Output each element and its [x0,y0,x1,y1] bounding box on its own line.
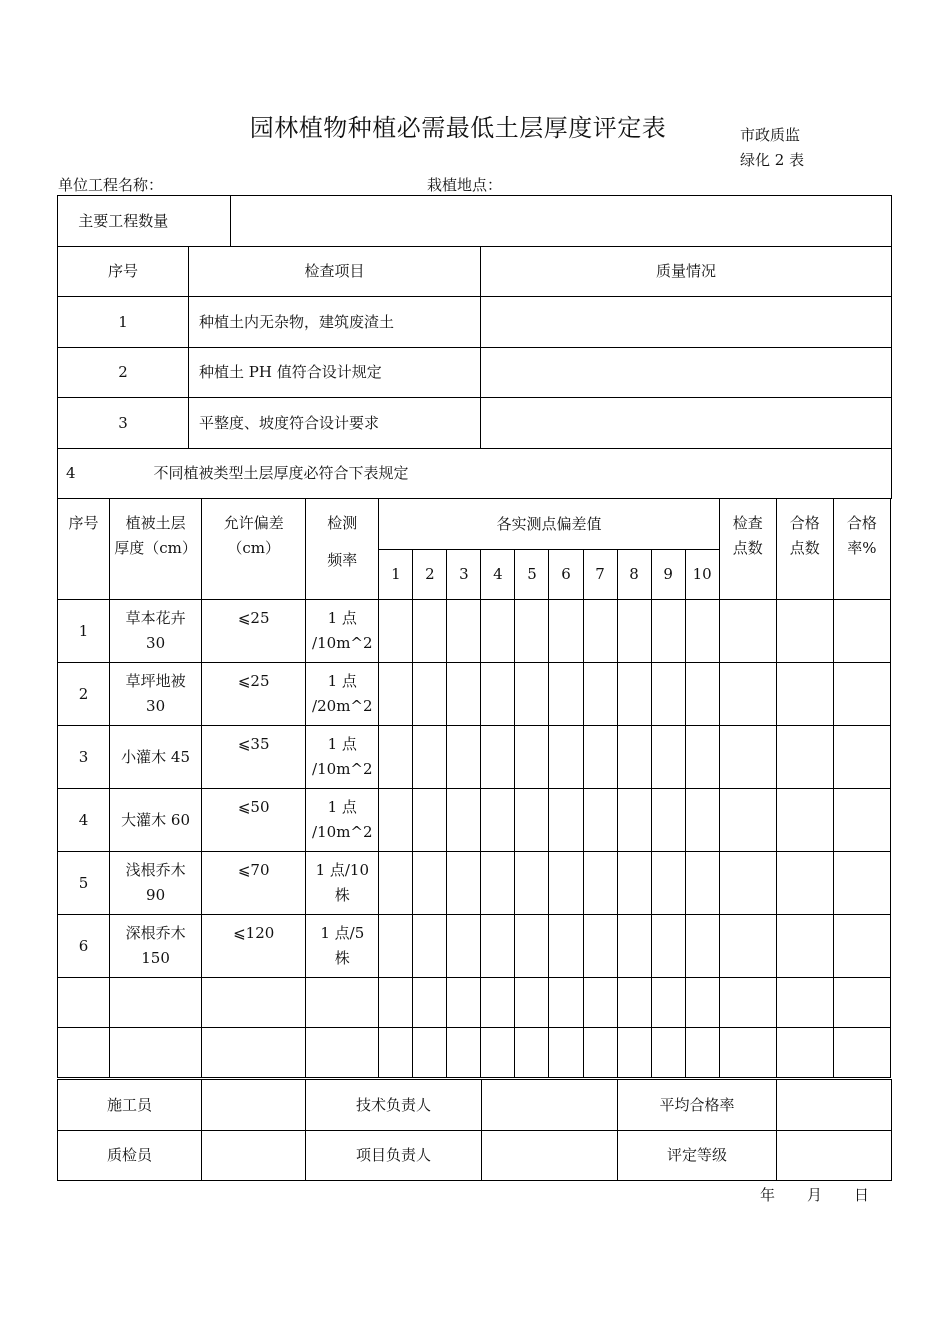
header-type: 植被土层 厚度（cm） [110,499,202,600]
year-label: 年 [760,1186,776,1204]
row-frequency: 1 点 /20m^2 [306,663,379,726]
builder-sign[interactable] [202,1080,306,1131]
row-tolerance: ⩽25 [202,663,306,726]
blank-cell[interactable] [549,978,583,1028]
point-header: 6 [549,550,583,600]
point-header: 1 [379,550,413,600]
measure-cell[interactable] [447,915,481,978]
measure-cell[interactable] [413,915,447,978]
measure-cell[interactable] [617,789,651,852]
blank-cell[interactable] [583,1028,617,1078]
header-check-count: 检查 点数 [719,499,776,600]
measure-cell[interactable] [413,852,447,915]
signature-table [57,1079,892,1181]
measure-cell[interactable] [583,726,617,789]
measure-cell[interactable] [413,726,447,789]
table-row [58,978,891,1028]
main-quantity-label: 主要工程数量 [58,196,189,247]
measure-cell[interactable] [481,915,515,978]
header-pass-rate: 合格 率% [833,499,890,600]
table-row [58,789,891,852]
blank-cell[interactable] [776,1028,833,1078]
blank-cell[interactable] [833,1028,890,1078]
blank-cell[interactable] [110,1028,202,1078]
blank-cell[interactable] [379,1028,413,1078]
row-type: 浅根乔木 90 [110,852,202,915]
measure-cell[interactable] [379,852,413,915]
table-row [58,348,892,398]
point-header: 10 [685,550,719,600]
measure-cell[interactable] [617,600,651,663]
measure-cell[interactable] [776,663,833,726]
measure-cell[interactable] [481,726,515,789]
blank-cell[interactable] [413,978,447,1028]
measure-cell[interactable] [515,852,549,915]
measure-cell[interactable] [447,600,481,663]
measure-cell[interactable] [583,789,617,852]
measure-cell[interactable] [447,852,481,915]
check-item-text: 种植土 PH 值符合设计规定 [189,348,481,398]
row-type: 深根乔木 150 [110,915,202,978]
header-tolerance: 允许偏差 （cm） [202,499,306,600]
measure-cell[interactable] [549,663,583,726]
measure-cell[interactable] [617,915,651,978]
table-row [58,398,892,449]
row-no: 5 [58,852,110,915]
measure-cell[interactable] [719,663,776,726]
blank-cell[interactable] [58,978,110,1028]
header-frequency: 检测 频率 [306,499,379,600]
blank-cell[interactable] [685,1028,719,1078]
measure-cell[interactable] [651,789,685,852]
measure-cell[interactable] [833,789,890,852]
row-no: 4 [58,789,110,852]
header-pass-count: 合格 点数 [776,499,833,600]
measure-cell[interactable] [583,600,617,663]
measure-cell[interactable] [833,663,890,726]
row-type: 草坪地被 30 [110,663,202,726]
blank-cell[interactable] [833,978,890,1028]
measure-cell[interactable] [719,600,776,663]
measure-cell[interactable] [617,726,651,789]
blank-cell[interactable] [719,978,776,1028]
measure-cell[interactable] [685,726,719,789]
measure-cell[interactable] [651,663,685,726]
project-lead-label: 项目负责人 [306,1131,482,1181]
measure-cell[interactable] [379,600,413,663]
point-header: 9 [651,550,685,600]
blank-cell[interactable] [202,978,306,1028]
grade-value[interactable] [777,1131,892,1181]
inspector-label: 质检员 [58,1131,202,1181]
measure-cell[interactable] [515,915,549,978]
measure-cell[interactable] [719,915,776,978]
measure-cell[interactable] [481,852,515,915]
measure-cell[interactable] [651,915,685,978]
measure-cell[interactable] [515,600,549,663]
measure-cell[interactable] [776,789,833,852]
measure-cell[interactable] [447,789,481,852]
measure-cell[interactable] [651,726,685,789]
measure-cell[interactable] [379,915,413,978]
measure-cell[interactable] [833,600,890,663]
measure-cell[interactable] [549,915,583,978]
planting-site-label: 栽植地点： [427,176,503,194]
measure-cell[interactable] [515,726,549,789]
row-type: 大灌木 60 [110,789,202,852]
header-no: 序号 [58,499,110,600]
measure-cell[interactable] [549,600,583,663]
blank-cell[interactable] [685,978,719,1028]
table-row [58,852,891,915]
blank-cell[interactable] [515,978,549,1028]
point-header: 8 [617,550,651,600]
measure-cell[interactable] [685,852,719,915]
blank-cell[interactable] [58,1028,110,1078]
quality-cell[interactable] [481,297,892,348]
measure-cell[interactable] [719,852,776,915]
blank-cell[interactable] [447,978,481,1028]
tech-lead-label: 技术负责人 [306,1080,482,1131]
blank-cell[interactable] [617,978,651,1028]
row-frequency: 1 点/5 株 [306,915,379,978]
point-header: 4 [481,550,515,600]
measure-cell[interactable] [379,726,413,789]
blank-cell[interactable] [515,1028,549,1078]
item-4-no: 4 [66,464,76,482]
tech-lead-sign[interactable] [482,1080,618,1131]
avg-pass-rate-label: 平均合格率 [618,1080,777,1131]
measure-cell[interactable] [685,600,719,663]
table-row [58,726,891,789]
measure-cell[interactable] [776,726,833,789]
table-row [58,297,892,348]
blank-cell[interactable] [776,978,833,1028]
measure-cell[interactable] [447,726,481,789]
blank-cell[interactable] [306,1028,379,1078]
spacer-cell [189,196,231,247]
row-frequency: 1 点/10 株 [306,852,379,915]
header-no: 序号 [58,247,189,297]
check-no: 1 [58,297,189,348]
measure-cell[interactable] [549,726,583,789]
measure-cell[interactable] [413,663,447,726]
check-items-table [57,195,892,499]
measure-cell[interactable] [481,600,515,663]
measure-cell[interactable] [651,852,685,915]
measure-cell[interactable] [549,852,583,915]
measure-cell[interactable] [583,663,617,726]
measure-cell[interactable] [776,852,833,915]
row-no: 3 [58,726,110,789]
check-no: 2 [58,348,189,398]
blank-cell[interactable] [651,1028,685,1078]
measure-cell[interactable] [583,915,617,978]
form-code-line-1: 市政质监 [740,126,801,144]
blank-cell[interactable] [651,978,685,1028]
blank-cell[interactable] [202,1028,306,1078]
check-item-text: 种植土内无杂物，建筑废渣土 [189,297,481,348]
point-header: 7 [583,550,617,600]
blank-cell[interactable] [306,978,379,1028]
blank-cell[interactable] [583,978,617,1028]
main-quantity-value[interactable] [231,196,892,247]
measure-cell[interactable] [481,789,515,852]
measure-cell[interactable] [719,789,776,852]
row-tolerance: ⩽120 [202,915,306,978]
avg-pass-rate-value[interactable] [777,1080,892,1131]
day-label: 日 [854,1186,870,1204]
table-row [58,663,891,726]
blank-cell[interactable] [719,1028,776,1078]
header-deviation: 各实测点偏差值 [379,499,719,550]
measure-cell[interactable] [776,915,833,978]
blank-cell[interactable] [617,1028,651,1078]
row-tolerance: ⩽70 [202,852,306,915]
measure-cell[interactable] [685,663,719,726]
blank-cell[interactable] [549,1028,583,1078]
builder-label: 施工员 [58,1080,202,1131]
measure-cell[interactable] [549,789,583,852]
inspector-sign[interactable] [202,1131,306,1181]
measure-cell[interactable] [447,663,481,726]
measure-cell[interactable] [776,600,833,663]
unit-name-label: 单位工程名称： [58,176,164,194]
row-no: 2 [58,663,110,726]
measure-cell[interactable] [515,789,549,852]
row-type: 草本花卉 30 [110,600,202,663]
row-no: 1 [58,600,110,663]
page-title: 园林植物种植必需最低土层厚度评定表 [249,114,667,142]
item-4-row [58,449,892,499]
project-lead-sign[interactable] [482,1131,618,1181]
measure-cell[interactable] [685,915,719,978]
header-quality: 质量情况 [481,247,892,297]
measure-cell[interactable] [685,789,719,852]
table-row [58,449,892,499]
row-tolerance: ⩽50 [202,789,306,852]
item-4-text: 不同植被类型土层厚度必符合下表规定 [153,464,409,482]
check-no: 3 [58,398,189,449]
measure-cell[interactable] [617,852,651,915]
table-row [58,915,891,978]
measure-cell[interactable] [617,663,651,726]
measure-cell[interactable] [413,789,447,852]
thickness-table [57,498,891,1078]
row-tolerance: ⩽35 [202,726,306,789]
measure-cell[interactable] [719,726,776,789]
measure-cell[interactable] [833,852,890,915]
month-label: 月 [807,1186,823,1204]
measure-cell[interactable] [481,663,515,726]
quality-cell[interactable] [481,348,892,398]
table-row [58,600,891,663]
measure-cell[interactable] [651,600,685,663]
point-header: 2 [413,550,447,600]
point-header: 5 [515,550,549,600]
measure-cell[interactable] [379,789,413,852]
point-header: 3 [447,550,481,600]
quality-cell[interactable] [481,398,892,449]
row-type: 小灌木 45 [110,726,202,789]
check-item-text: 平整度、坡度符合设计要求 [189,398,481,449]
blank-cell[interactable] [481,978,515,1028]
blank-cell[interactable] [413,1028,447,1078]
table-row [58,1028,891,1078]
row-no: 6 [58,915,110,978]
grade-label: 评定等级 [618,1131,777,1181]
row-frequency: 1 点 /10m^2 [306,600,379,663]
measure-cell[interactable] [413,600,447,663]
row-frequency: 1 点 /10m^2 [306,726,379,789]
measure-cell[interactable] [379,663,413,726]
row-tolerance: ⩽25 [202,600,306,663]
blank-cell[interactable] [379,978,413,1028]
blank-cell[interactable] [110,978,202,1028]
row-frequency: 1 点 /10m^2 [306,789,379,852]
measure-cell[interactable] [515,663,549,726]
measure-cell[interactable] [583,852,617,915]
header-check-item: 检查项目 [189,247,481,297]
date-row [760,1184,869,1205]
measure-cell[interactable] [833,726,890,789]
form-code-line-2: 绿化 2 表 [740,151,805,169]
blank-cell[interactable] [447,1028,481,1078]
blank-cell[interactable] [481,1028,515,1078]
measure-cell[interactable] [833,915,890,978]
